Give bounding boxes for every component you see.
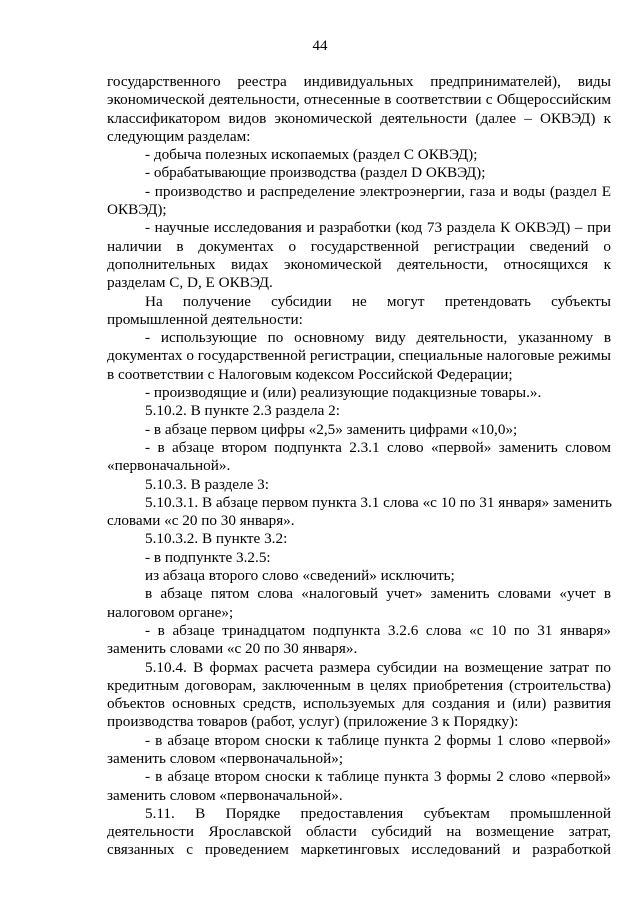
text-line: словами «с 20 по 30 января». — [107, 512, 295, 530]
text-line: 5.11. В Порядке предоставления субъектам промышленной — [145, 804, 611, 822]
text-line: - обрабатывающие производства (раздел D ОКВЭД); — [145, 164, 486, 182]
page-number: 44 — [312, 38, 328, 54]
text-line: в соответствии с Налоговым кодексом Российской Федерации; — [107, 365, 513, 383]
text-line: экономической деятельности, отнесенные в соответствии с Общероссийским — [107, 91, 611, 109]
text-line: кредитным договорам, заключенным в целях приобретения (строительства) — [107, 676, 611, 694]
text-line: ОКВЭД); — [107, 201, 167, 219]
text-line: объектов основных средств, используемых для создания и (или) развития — [107, 695, 611, 713]
text-line: - добыча полезных ископаемых (раздел С ОКВЭД); — [145, 146, 478, 164]
text-line: 5.10.3. В разделе 3: — [145, 475, 269, 493]
text-line: 5.10.4. В формах расчета размера субсидии на возмещение затрат по — [145, 658, 611, 676]
text-line: производства товаров (работ, услуг) (приложение 3 к Порядку): — [107, 713, 519, 731]
text-line: 5.10.2. В пункте 2.3 раздела 2: — [145, 402, 340, 420]
text-line: налоговом органе»; — [107, 603, 234, 621]
text-line: наличии в документах о государственной регистрации сведений о — [107, 237, 611, 255]
text-line: промышленной деятельности: — [107, 310, 303, 328]
text-line: - в абзаце тринадцатом подпункта 3.2.6 слова «с 10 по 31 января» — [145, 621, 611, 639]
text-line: следующим разделам: — [107, 127, 251, 145]
text-line: - в абзаце втором сноски к таблице пункта 2 формы 1 слово «первой» — [145, 731, 611, 749]
text-line: - в абзаце первом цифры «2,5» заменить цифрами «10,0»; — [145, 420, 518, 438]
text-line: «первоначальной». — [107, 457, 231, 475]
text-line: деятельности Ярославской области субсидий на возмещение затрат, — [107, 823, 611, 841]
text-line: На получение субсидии не могут претендовать субъекты — [145, 292, 611, 310]
text-line: - использующие по основному виду деятельности, указанному в — [145, 329, 611, 347]
text-line: - в подпункте 3.2.5: — [145, 548, 271, 566]
text-line: заменить словами «с 20 по 30 января». — [107, 640, 358, 658]
text-line: дополнительных видах экономической деятельности, относящихся к — [107, 255, 611, 273]
document-body — [107, 73, 611, 860]
text-line: из абзаца второго слово «сведений» исключить; — [145, 567, 455, 585]
text-line: классификатором видов экономической деятельности (далее – ОКВЭД) к — [107, 109, 611, 127]
text-line: документах о государственной регистрации, специальные налоговые режимы — [107, 347, 611, 365]
text-line: - научные исследования и разработки (код 73 раздела К ОКВЭД) – при — [145, 219, 611, 237]
text-line: 5.10.3.1. В абзаце первом пункта 3.1 слова «с 10 по 31 января» заменить — [145, 493, 612, 511]
text-line: государственного реестра индивидуальных предпринимателей), виды — [107, 73, 611, 90]
text-line: - производство и распределение электроэнергии, газа и воды (раздел Е — [145, 182, 611, 200]
text-line: - производящие и (или) реализующие подакцизные товары.». — [145, 384, 542, 402]
text-line: - в абзаце втором подпункта 2.3.1 слово «первой» заменить словом — [145, 438, 611, 456]
text-line: в абзаце пятом слова «налоговый учет» заменить словами «учет в — [145, 585, 611, 603]
text-line: разделам С, D, Е ОКВЭД. — [107, 274, 273, 292]
text-line: 5.10.3.2. В пункте 3.2: — [145, 530, 288, 548]
text-line: - в абзаце втором сноски к таблице пункта 3 формы 2 слово «первой» — [145, 768, 611, 786]
text-line: заменить словом «первоначальной»; — [107, 749, 344, 767]
text-line: заменить словом «первоначальной». — [107, 786, 343, 804]
text-line: связанных с проведением маркетинговых исследований и разработкой — [107, 841, 611, 859]
